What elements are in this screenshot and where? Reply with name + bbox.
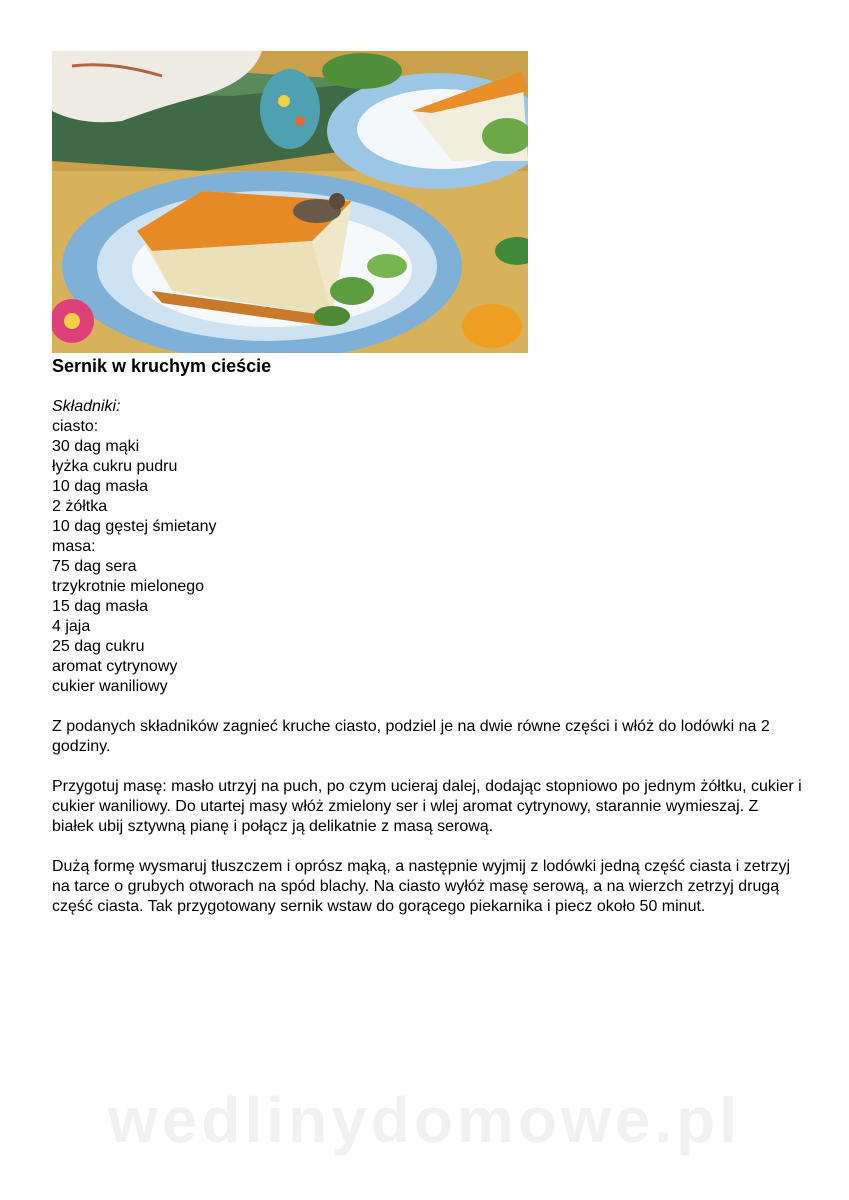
cheesecake-photo <box>52 51 528 353</box>
site-watermark: wedlinydomowe.pl <box>108 1084 741 1156</box>
ingredients-label: Składniki: <box>52 398 121 415</box>
preparation-steps <box>52 717 802 917</box>
step-paragraph: Z podanych składników zagnieć kruche ciasto, podziel je na dwie równe części i włóż do lodówki na 2 godziny. <box>52 718 770 755</box>
ingredient-item: 30 dag mąki <box>52 438 140 455</box>
ingredient-item: masa: <box>52 538 96 555</box>
ingredient-item: 10 dag masła <box>52 478 149 495</box>
ingredient-item: 10 dag gęstej śmietany <box>52 518 217 535</box>
ingredients-list <box>52 397 802 697</box>
cheesecake-illustration <box>52 51 528 353</box>
ingredient-item: 25 dag cukru <box>52 638 145 655</box>
ingredient-item: ciasto: <box>52 418 99 435</box>
ingredient-item: 75 dag sera <box>52 558 137 575</box>
ingredient-item: 2 żółtka <box>52 498 108 515</box>
recipe-title: Sernik w kruchym cieście <box>52 356 272 376</box>
ingredient-item: łyżka cukru pudru <box>52 458 178 475</box>
ingredient-item: cukier waniliowy <box>52 678 168 695</box>
ingredient-item: aromat cytrynowy <box>52 658 178 675</box>
step-paragraph: Przygotuj masę: masło utrzyj na puch, po czym ucieraj dalej, dodając stopniowo po jednym żółtku, cukier i cukier waniliowy. Do utartej masy włóż zmielony ser i wlej aromat cytrynowy, starannie wymieszaj. Z białek ubij sztywną pianę i połącz ją delikatnie z masą serową. <box>52 778 802 835</box>
recipe-body <box>52 397 802 917</box>
step-paragraph: Dużą formę wysmaruj tłuszczem i oprósz mąką, a następnie wyjmij z lodówki jedną część ciasta i zetrzyj na tarce o grubych otworach na spód blachy. Na ciasto wyłóż masę serową, a na wierzch zetrzyj drugą część ciasta. Tak przygotowany sernik wstaw do gorącego piekarnika i piecz około 50 minut. <box>52 858 791 915</box>
ingredient-item: 4 jaja <box>52 618 91 635</box>
ingredient-item: 15 dag masła <box>52 598 149 615</box>
ingredient-item: trzykrotnie mielonego <box>52 578 205 595</box>
